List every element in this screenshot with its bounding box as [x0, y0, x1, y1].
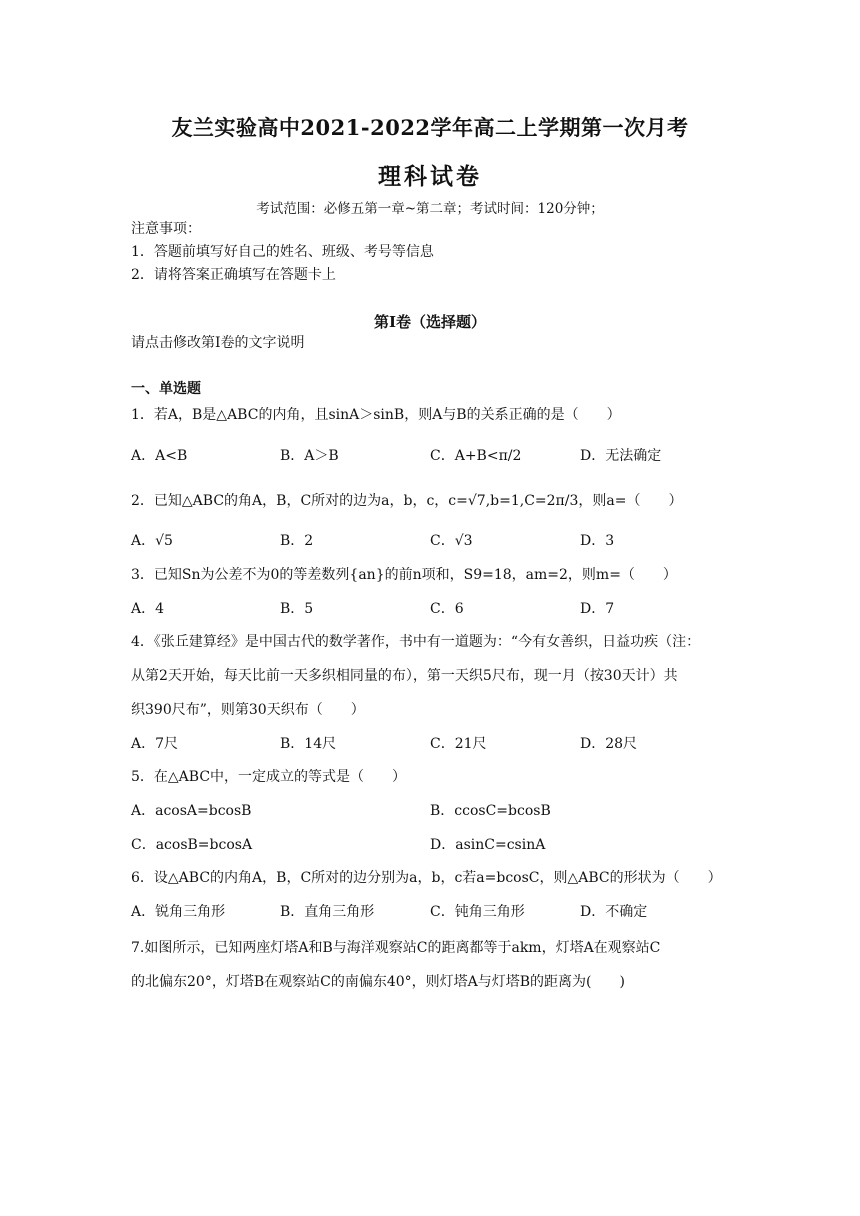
question-7-line-1: 7.如图所示，已知两座灯塔A和B与海洋观察站C的距离都等于akm，灯塔A在观察站C: [131, 940, 661, 956]
q5-option-c: C．acosB=bcosA: [131, 837, 253, 853]
question-6: 6．设△ABC的内角A，B，C所对的边分别为a，b，c若a=bcosC，则△ABC的形状为（ ）: [131, 870, 722, 886]
question-7-line-2: 的北偏东20°，灯塔B在观察站C的南偏东40°，则灯塔A与灯塔B的距离为( ): [131, 974, 625, 990]
section-title: 一、单选题: [131, 381, 201, 397]
question-4-line-3: 织390尺布”，则第30天织布（ ）: [131, 702, 365, 718]
q1-option-b: B．A＞B: [280, 448, 339, 464]
question-1: 1．若A，B是△ABC的内角，且sinA＞sinB，则A与B的关系正确的是（ ）: [131, 407, 621, 423]
question-4-line-2: 从第2天开始，每天比前一天多织相同量的布），第一天织5尺布，现一月（按30天计）共: [131, 668, 678, 684]
q3-option-c: C．6: [430, 601, 464, 617]
q1-option-c: C．A+B<π/2: [430, 448, 522, 464]
q1-option-d: D．无法确定: [580, 448, 662, 464]
exam-meta: 考试范围：必修五第一章~第二章；考试时间：120分钟；: [256, 201, 604, 217]
q4-option-d: D．28尺: [580, 736, 638, 752]
note-item-1: 1．答题前填写好自己的姓名、班级、考号等信息: [131, 244, 434, 260]
q2-option-c: C．√3: [430, 533, 473, 549]
q2-option-a: A．√5: [131, 533, 173, 549]
question-4-line-1: 4．《张丘建算经》是中国古代的数学著作，书中有一道题为：“今有女善织，日益功疾（注：: [131, 634, 701, 650]
question-5: 5．在△ABC中，一定成立的等式是（ ）: [131, 769, 407, 785]
q4-option-a: A．7尺: [131, 736, 179, 752]
question-2: 2．已知△ABC的角A，B，C所对的边为a，b，c，c=√7,b=1,C=2π/3，则a=（ ）: [131, 493, 683, 509]
exam-subtitle: 理科试卷: [378, 163, 482, 190]
q6-option-b: B．直角三角形: [280, 904, 375, 920]
part1-description: 请点击修改第I卷的文字说明: [131, 335, 305, 351]
q3-option-a: A．4: [131, 601, 165, 617]
q2-option-b: B．2: [280, 533, 314, 549]
q6-option-a: A．锐角三角形: [131, 904, 226, 920]
q4-option-b: B．14尺: [280, 736, 337, 752]
q2-option-d: D．3: [580, 533, 615, 549]
q5-option-b: B．ccosC=bcosB: [430, 803, 551, 819]
part1-title: 第I卷（选择题）: [373, 313, 487, 331]
exam-title: 友兰实验高中2021-2022学年高二上学期第一次月考: [171, 115, 689, 140]
q5-option-a: A．acosA=bcosB: [131, 803, 252, 819]
q1-option-a: A．A<B: [131, 448, 188, 464]
question-3: 3．已知Sn为公差不为0的等差数列{an}的前n项和，S9=18，am=2，则m=（ ）: [131, 567, 677, 583]
q6-option-c: C．钝角三角形: [430, 904, 525, 920]
q3-option-d: D．7: [580, 601, 615, 617]
q5-option-d: D．asinC=csinA: [430, 837, 546, 853]
q3-option-b: B．5: [280, 601, 314, 617]
note-item-2: 2．请将答案正确填写在答题卡上: [131, 267, 336, 283]
q4-option-c: C．21尺: [430, 736, 487, 752]
q6-option-d: D．不确定: [580, 904, 648, 920]
notes-heading: 注意事项：: [131, 221, 201, 237]
